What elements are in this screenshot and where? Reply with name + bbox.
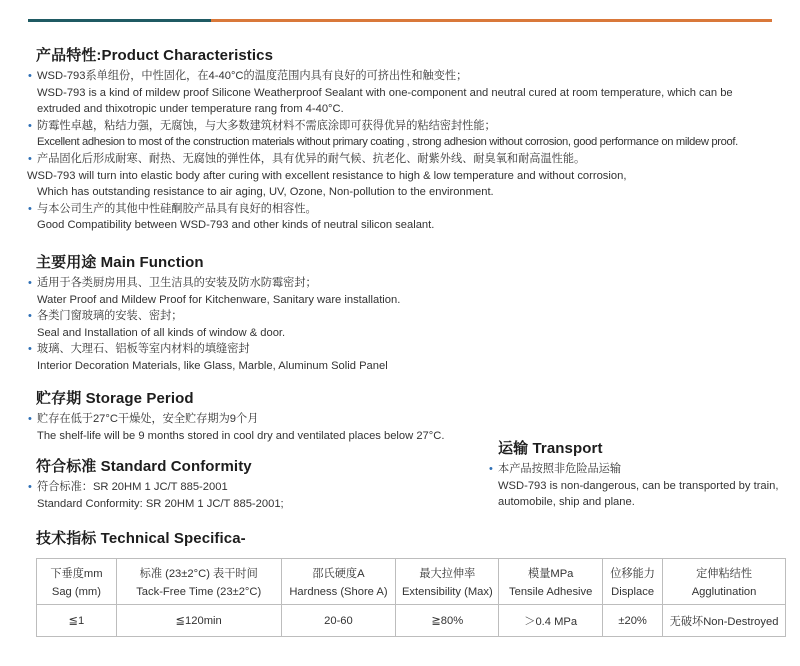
bullet-icon: • xyxy=(28,310,32,323)
section-heading: 运输 Transport xyxy=(498,440,603,457)
header-cell-cn: 位移能力 xyxy=(603,559,663,583)
section-heading: 符合标准 Standard Conformity xyxy=(36,458,252,475)
item-text-cn: 适用于各类厨房用具、卫生洁具的安装及防水防霉密封； xyxy=(37,277,317,289)
header-cell-cn: 定伸粘结性 xyxy=(663,559,786,583)
item-text-cn: 各类门窗玻璃的安装、密封； xyxy=(37,310,183,323)
bullet-icon: • xyxy=(28,343,32,356)
item-text-cn: 与本公司生产的其他中性硅酮胶产品具有良好的相容性。 xyxy=(37,202,317,215)
header-cell-cn: 下垂度mm xyxy=(37,559,117,583)
header-bar-teal xyxy=(28,19,211,22)
list-item xyxy=(27,151,787,201)
item-text-cn: 本产品按照非危险品运输 xyxy=(498,463,622,475)
header-cell-cn: 模量MPa xyxy=(499,559,603,583)
transport-section xyxy=(488,437,793,511)
header-cell-en: Agglutination xyxy=(663,582,786,605)
table-header-row-cn xyxy=(37,559,786,583)
bullet-icon: • xyxy=(28,70,32,82)
header-cell-cn: 最大拉伸率 xyxy=(396,559,499,583)
item-text-cn: 防霉性卓越，粘结力强，无腐蚀，与大多数建筑材料不需底涂即可获得优异的粘结密封性能； xyxy=(37,119,496,132)
list-item xyxy=(27,201,787,234)
bullet-icon: • xyxy=(28,277,32,289)
item-text-cn: 贮存在低于27°C干燥处，安全贮存期为9个月 xyxy=(37,413,259,425)
value-cell: ≦120min xyxy=(116,605,281,637)
item-text-en: Good Compatibility between WSD-793 and other kinds of neutral silicon sealant. xyxy=(37,219,435,232)
header-cell-cn: 标准 (23±2°C) 表干时间 xyxy=(116,559,281,583)
header-cell-en: Displace xyxy=(603,582,663,605)
list-item xyxy=(27,68,787,118)
item-text-cn: 符合标准：SR 20HM 1 JC/T 885-2001 xyxy=(37,481,228,493)
item-text-cn: 玻璃、大理石、铝板等室内材料的填缝密封 xyxy=(37,343,250,356)
header-cell-en: Tack-Free Time (23±2°C) xyxy=(116,582,281,605)
header-cell-cn: 邵氏硬度A xyxy=(281,559,396,583)
section-heading: 技术指标 Technical Specifica- xyxy=(36,530,246,547)
item-text-en: Standard Conformity: SR 20HM 1 JC/T 885-2001; xyxy=(37,497,284,510)
table-header-row-en xyxy=(37,582,786,605)
bullet-icon: • xyxy=(28,152,32,165)
bullet-icon: • xyxy=(28,481,32,493)
storage-period-section xyxy=(27,387,787,444)
value-cell: ±20% xyxy=(603,605,663,637)
value-cell: ≦1 xyxy=(37,605,117,637)
item-text-en: WSD-793 is a kind of mildew proof Silicone Weatherproof Sealant with one-component and neutral cured at room temperature, which can be extruded and thixotropic under temperature rang from 4-40°C. xyxy=(37,86,733,116)
list-item xyxy=(27,118,787,151)
item-text-en: Water Proof and Mildew Proof for Kitchenware, Sanitary ware installation. xyxy=(37,293,401,306)
section-heading: 产品特性:Product Characteristics xyxy=(36,47,274,64)
header-cell-en: Hardness (Shore A) xyxy=(281,582,396,605)
item-text-en: WSD-793 will turn into elastic body after curing with excellent resistance to high & low temperature and without corrosion, xyxy=(27,169,627,182)
table-row xyxy=(37,605,786,637)
item-text-en: automobile, ship and plane. xyxy=(498,496,635,509)
section-heading: 贮存期 Storage Period xyxy=(36,390,194,407)
list-item xyxy=(27,341,787,374)
bullet-icon: • xyxy=(28,413,32,425)
main-function-section xyxy=(27,251,787,375)
value-cell: ＞0.4 MPa xyxy=(499,605,603,637)
header-cell-en: Tensile Adhesive xyxy=(499,582,603,605)
header-cell-en: Sag (mm) xyxy=(37,582,117,605)
item-text-en: WSD-793 is non-dangerous, can be transported by train, xyxy=(498,479,779,492)
item-text-cn: 产品固化后形成耐寒、耐热、无腐蚀的弹性体，具有优异的耐气候、抗老化、耐紫外线、耐臭氧和耐高温性能。 xyxy=(37,152,586,165)
list-item xyxy=(27,308,787,341)
product-characteristics-section xyxy=(27,44,787,234)
section-heading: 主要用途 Main Function xyxy=(36,254,204,271)
item-text-en: Which has outstanding resistance to air aging, UV, Ozone, Non-pollution to the environment. xyxy=(37,186,494,199)
bullet-icon: • xyxy=(28,119,32,132)
header-cell-en: Extensibility (Max) xyxy=(396,582,499,605)
value-cell: 20-60 xyxy=(281,605,396,637)
item-text-en: The shelf-life will be 9 months stored in cool dry and ventilated places below 27°C. xyxy=(37,429,445,442)
item-text-en: Seal and Installation of all kinds of window & door. xyxy=(37,326,286,339)
value-cell: ≧80% xyxy=(396,605,499,637)
header-bar-orange xyxy=(211,19,772,22)
list-item xyxy=(27,275,787,308)
bullet-icon: • xyxy=(28,202,32,215)
technical-spec-table xyxy=(36,558,786,637)
item-text-en: Excellent adhesion to most of the construction materials without primary coating , strong adhesion without corrosion, good performance on mildew proof. xyxy=(37,136,738,149)
item-text-cn: WSD-793系单组份，中性固化，在4-40°C的温度范围内具有良好的可挤出性和触变性； xyxy=(37,70,468,82)
item-text-en: Interior Decoration Materials, like Glass, Marble, Aluminum Solid Panel xyxy=(37,359,388,372)
value-cell: 无破坏Non-Destroyed xyxy=(663,605,786,637)
technical-spec-section xyxy=(27,527,787,551)
bullet-icon: • xyxy=(489,463,493,475)
